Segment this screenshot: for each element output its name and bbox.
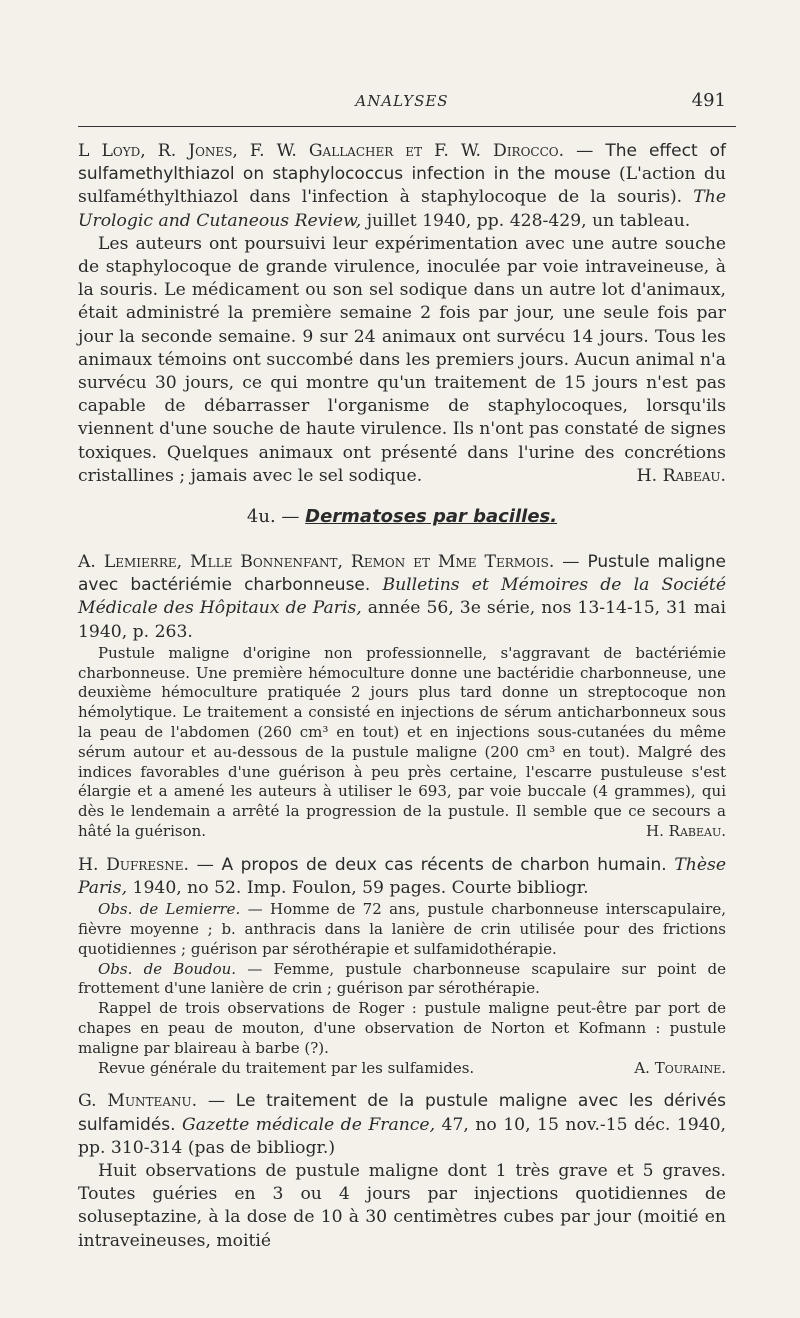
- entry-signature: A. Touraine.: [634, 1058, 726, 1077]
- observation-text: Rappel de trois observations de Roger : pustule maligne peut-être par port de chapes en peau de mouton, d'une observation de Norton et Kofmann : pustule maligne par blaireau à barbe (?).: [78, 999, 726, 1057]
- abstract-paragraph: [78, 233, 726, 488]
- review-entry: [78, 140, 726, 488]
- entry-title: The effect of sulfamethylthiazol on staphylococcus infection in the mouse: [78, 141, 726, 185]
- entry-authors: H. Dufresne. —: [78, 854, 214, 875]
- entry-translation: (L'action du sulfaméthylthiazol dans l'infection à staphylocoque de la souris).: [78, 164, 726, 208]
- observation-text: — Femme, pustule charbonneuse scapulaire sur point de frottement d'une lanière de crin ; guérison par sérothérapie.: [78, 959, 727, 998]
- entry-authors: L Loyd, R. Jones, F. W. Gallacher et F. W. Dirocco. —: [78, 141, 594, 161]
- observation-label: Obs. de Lemierre.: [98, 900, 241, 919]
- observation-paragraph: [78, 1059, 726, 1079]
- entry-title: A propos de deux cas récents de charbon humain.: [221, 854, 667, 875]
- observation-text: Revue générale du traitement par les sulfamides.: [98, 1058, 475, 1077]
- entry-citation: 47, no 10, 15 nov.-15 déc. 1940, pp. 310-314 (pas de bibliogr.): [78, 1114, 727, 1158]
- entry-authors: G. Munteanu. —: [78, 1091, 226, 1112]
- entry-signature: H. Rabeau.: [646, 822, 726, 841]
- entry-title: Le traitement de la pustule maligne avec les dérivés sulfamidés.: [78, 1091, 726, 1135]
- running-head: ANALYSES: [355, 92, 449, 110]
- review-entry: [78, 854, 726, 1079]
- entry-citation: 1940, no 52. Imp. Foulon, 59 pages. Courte bibliogr.: [132, 878, 589, 899]
- section-number: 4u. —: [246, 506, 300, 528]
- header-rule: [78, 126, 736, 127]
- abstract-paragraph: [78, 1160, 726, 1253]
- review-entry: [78, 551, 726, 842]
- entry-journal: Thèse Paris,: [78, 854, 727, 899]
- citation-paragraph: [78, 854, 726, 900]
- page-number: 491: [691, 90, 726, 111]
- page-body: [78, 140, 726, 1253]
- citation-paragraph: [78, 140, 726, 233]
- page-header: [78, 92, 726, 114]
- section-title: Dermatoses par bacilles.: [305, 506, 558, 528]
- entry-abstract: Pustule maligne d'origine non professionnelle, s'aggravant de bactériémie charbonneuse. Une première hémoculture donne une bactéridie charbonneuse, une deuxième hémoculture pratiquée 2 jours plus tard donne un streptocoque non hémolytique. Le traitement a consisté en injections de sérum anticharbonneux sous la peau de l'abdomen (260 cm³ en tout) et en injections sous-cutanées du même sérum autour et au-dessous de la pustule maligne (200 cm³ en tout). Malgré des indices favorables d'une guérison à peu près certaine, l'escarre pustuleuse s'est élargie et a amené les auteurs à utiliser le 693, par voie buccale (4 grammes), qui dès le lendemain a arrêté la progression de la pustule. Il semble que ce secours a hâté la guérison.: [78, 643, 726, 841]
- entry-title: Pustule maligne avec bactériémie charbonneuse.: [78, 552, 727, 596]
- entry-abstract: Huit observations de pustule maligne dont 1 très grave et 5 graves. Toutes guéries en 3 ou 4 jours par injections quotidiennes de soluseptazine, à la dose de 10 à 30 centimètres cubes par jour (moitié en intraveineuses, moitié: [78, 1161, 726, 1251]
- section-heading: [78, 506, 726, 527]
- entry-citation: année 56, 3e série, nos 13-14-15, 31 mai 1940, p. 263.: [78, 598, 727, 642]
- review-entry: [78, 1090, 726, 1252]
- entry-journal: Gazette médicale de France,: [182, 1114, 436, 1135]
- entry-citation: juillet 1940, pp. 428-429, un tableau.: [366, 210, 691, 231]
- observation-paragraph: [78, 999, 726, 1058]
- entry-authors: A. Lemierre, Mlle Bonnenfant, Remon et Mme Termois. —: [78, 552, 580, 573]
- entry-abstract: Les auteurs ont poursuivi leur expérimentation avec une autre souche de staphylocoque de grande virulence, inoculée par voie intraveineuse, à la souris. Le médicament ou son sel sodique dans un autre lot d'animaux, était administré la première semaine 2 fois par jour, une seule fois par jour la seconde semaine. 9 sur 24 animaux ont survécu 14 jours. Tous les animaux témoins ont succombé dans les premiers jours. Aucun animal n'a survécu 30 jours, ce qui montre qu'un traitement de 15 jours n'est pas capable de débarrasser l'organisme de staphylocoques, lorsqu'ils viennent d'une souche de haute virulence. Ils n'ont pas constaté de signes toxiques. Quelques animaux ont présenté dans l'urine des concrétions cristallines ; jamais avec le sel sodique.: [78, 233, 726, 486]
- entry-journal: Bulletins et Mémoires de la Société Médicale des Hôpitaux de Paris,: [78, 575, 726, 619]
- observation-text: — Homme de 72 ans, pustule charbonneuse interscapulaire, fièvre moyenne ; b. anthracis dans la lanière de crin utilisée pour des frictions quotidiennes ; guérison par sérothérapie et sulfamidothérapie.: [78, 900, 726, 958]
- observation-label: Obs. de Boudou.: [98, 959, 237, 978]
- citation-paragraph: [78, 551, 726, 644]
- entry-signature: H. Rabeau.: [636, 465, 726, 486]
- observation-paragraph: [78, 900, 726, 959]
- entry-journal: The Urologic and Cutaneous Review,: [78, 187, 727, 231]
- observation-paragraph: [78, 960, 726, 1000]
- citation-paragraph: [78, 1090, 726, 1160]
- abstract-paragraph: [78, 644, 726, 842]
